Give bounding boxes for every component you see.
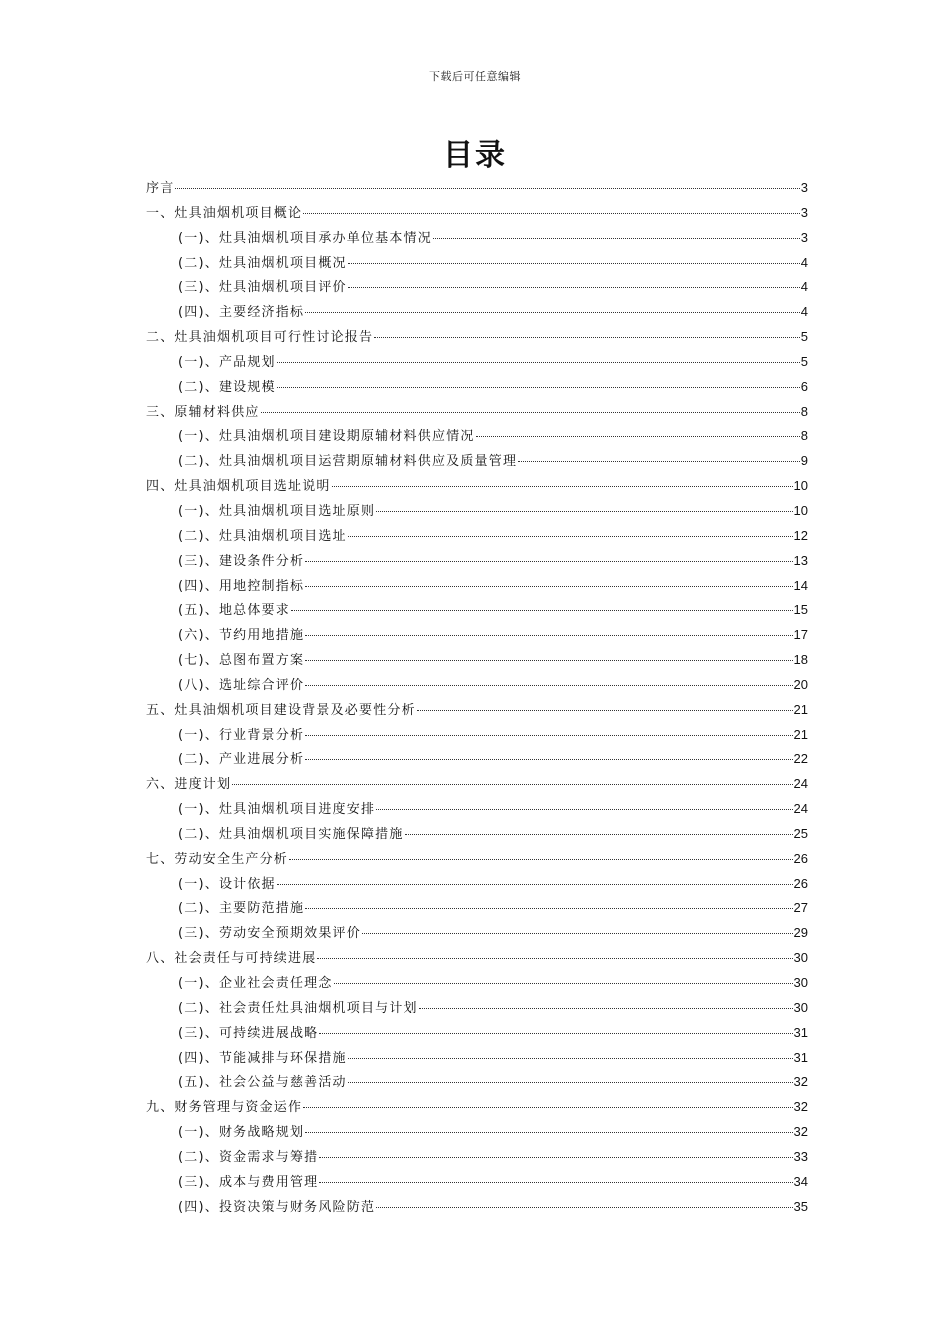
toc-entry-label: (五)、社会公益与慈善活动	[178, 1075, 347, 1091]
toc-page-number: 12	[793, 527, 808, 543]
toc-entry-label: (二)、灶具油烟机项目概况	[178, 255, 347, 271]
toc-dot-leader	[319, 1182, 792, 1183]
toc-entry-label: 六、进度计划	[146, 777, 232, 793]
toc-entry[interactable]	[146, 1145, 808, 1170]
toc-entry-label: (二)、灶具油烟机项目实施保障措施	[178, 826, 404, 842]
toc-dot-leader	[376, 809, 792, 810]
toc-entry[interactable]	[146, 449, 808, 474]
toc-page-number: 24	[793, 801, 808, 817]
toc-entry-label: (七)、总图布置方案	[178, 653, 305, 669]
toc-page-number: 4	[800, 254, 808, 270]
toc-page-number: 31	[793, 1024, 808, 1040]
toc-dot-leader	[362, 933, 793, 934]
toc-entry[interactable]	[146, 971, 808, 996]
toc-dot-leader	[348, 536, 793, 537]
toc-dot-leader	[232, 784, 792, 785]
toc-entry[interactable]	[146, 226, 808, 251]
toc-page-number: 4	[800, 279, 808, 295]
toc-dot-leader	[376, 1207, 792, 1208]
toc-dot-leader	[332, 486, 793, 487]
toc-entry[interactable]	[146, 549, 808, 574]
toc-page-number: 32	[793, 1074, 808, 1090]
toc-dot-leader	[419, 1008, 793, 1009]
toc-page-number: 35	[793, 1198, 808, 1214]
toc-entry-label: 七、劳动安全生产分析	[146, 851, 289, 867]
toc-entry[interactable]	[146, 325, 808, 350]
toc-entry[interactable]	[146, 872, 808, 897]
toc-entry[interactable]	[146, 1021, 808, 1046]
toc-entry[interactable]	[146, 673, 808, 698]
toc-entry-label: (三)、劳动安全预期效果评价	[178, 926, 361, 942]
toc-page-number: 29	[793, 925, 808, 941]
toc-page-number: 8	[800, 428, 808, 444]
toc-entry[interactable]	[146, 375, 808, 400]
toc-page-number: 24	[793, 776, 808, 792]
toc-entry[interactable]	[146, 648, 808, 673]
toc-page-number: 20	[793, 676, 808, 692]
toc-entry-label: (三)、可持续进展战略	[178, 1025, 319, 1041]
toc-dot-leader	[317, 958, 792, 959]
toc-entry-label: (一)、设计依据	[178, 876, 276, 892]
toc-entry-label: (一)、灶具油烟机项目承办单位基本情况	[178, 230, 432, 246]
toc-dot-leader	[476, 436, 800, 437]
toc-entry-label: (一)、企业社会责任理念	[178, 976, 333, 991]
page-title: 目录	[443, 138, 507, 173]
toc-entry[interactable]	[146, 1046, 808, 1071]
toc-page-number: 13	[793, 552, 808, 568]
header-note: 下载后可任意编辑	[429, 70, 521, 83]
toc-dot-leader	[417, 710, 793, 711]
toc-entry-label: (二)、灶具油烟机项目运营期原辅材料供应及质量管理	[178, 454, 518, 470]
toc-page-number: 5	[800, 353, 808, 369]
toc-entry[interactable]	[146, 574, 808, 599]
toc-entry-label: 四、灶具油烟机项目选址说明	[146, 479, 331, 495]
toc-page-number: 30	[793, 975, 808, 990]
toc-entry-label: (一)、灶具油烟机项目建设期原辅材料供应情况	[178, 429, 475, 445]
toc-entry-label: (六)、节约用地措施	[178, 628, 305, 644]
toc-entry[interactable]	[146, 350, 808, 375]
toc-dot-leader	[348, 287, 800, 288]
toc-page-number: 4	[800, 304, 808, 320]
toc-page-number: 26	[793, 850, 808, 866]
toc-dot-leader	[348, 263, 800, 264]
toc-dot-leader	[277, 884, 793, 885]
toc-entry[interactable]	[146, 499, 808, 524]
toc-entry-label: (三)、成本与费用管理	[178, 1174, 319, 1190]
toc-dot-leader	[319, 1033, 792, 1034]
toc-entry-label: (八)、选址综合评价	[178, 677, 305, 693]
toc-page-number: 32	[793, 1124, 808, 1140]
toc-dot-leader	[348, 1082, 793, 1083]
toc-entry[interactable]	[146, 921, 808, 946]
toc-entry[interactable]	[146, 1195, 808, 1220]
toc-dot-leader	[277, 387, 800, 388]
toc-dot-leader	[303, 1107, 792, 1108]
toc-dot-leader	[305, 908, 792, 909]
toc-page-number: 14	[793, 577, 808, 593]
toc-entry-label: 九、财务管理与资金运作	[146, 1100, 303, 1116]
toc-entry-label: 一、灶具油烟机项目概论	[146, 205, 303, 221]
toc-entry[interactable]	[146, 524, 808, 549]
toc-dot-leader	[291, 610, 793, 611]
toc-page-number: 30	[793, 999, 808, 1015]
toc-entry[interactable]	[146, 251, 808, 276]
toc-page-number: 3	[800, 229, 808, 245]
toc-entry[interactable]	[146, 1095, 808, 1120]
toc-page-number: 34	[793, 1173, 808, 1189]
toc-entry[interactable]	[146, 896, 808, 921]
toc-dot-leader	[277, 362, 800, 363]
toc-entry[interactable]	[146, 797, 808, 822]
toc-entry[interactable]	[146, 474, 808, 499]
toc-dot-leader	[305, 759, 792, 760]
toc-dot-leader	[305, 685, 792, 686]
toc-dot-leader	[319, 1157, 792, 1158]
toc-dot-leader	[303, 213, 800, 214]
toc-page-number: 21	[793, 726, 808, 742]
toc-entry[interactable]	[146, 623, 808, 648]
toc-entry-label: (四)、投资决策与财务风险防范	[178, 1199, 376, 1215]
toc-page-number: 25	[793, 825, 808, 841]
toc-dot-leader	[305, 660, 792, 661]
toc-entry[interactable]	[146, 772, 808, 797]
toc-page-number: 22	[793, 751, 808, 767]
toc-page-number: 10	[793, 478, 808, 494]
toc-entry[interactable]	[146, 946, 808, 971]
toc-entry[interactable]	[146, 1070, 808, 1095]
toc-entry-label: (一)、产品规划	[178, 354, 276, 370]
toc-page-number: 18	[793, 652, 808, 668]
toc-entry[interactable]	[146, 300, 808, 325]
toc-dot-leader	[433, 238, 800, 239]
toc-page-number: 15	[793, 602, 808, 618]
toc-entry-label: (二)、社会责任灶具油烟机项目与计划	[178, 1000, 418, 1016]
toc-entry[interactable]	[146, 1170, 808, 1195]
toc-page-number: 17	[793, 627, 808, 643]
toc-entry[interactable]	[146, 598, 808, 623]
table-of-contents	[146, 176, 808, 1219]
toc-entry[interactable]	[146, 847, 808, 872]
toc-dot-leader	[334, 983, 793, 984]
toc-entry[interactable]	[146, 822, 808, 847]
toc-page-number: 30	[793, 950, 808, 966]
toc-page-number: 3	[800, 204, 808, 220]
toc-page-number: 5	[800, 329, 808, 345]
toc-entry-label: 八、社会责任与可持续进展	[146, 951, 317, 967]
toc-page-number: 3	[800, 180, 808, 195]
toc-dot-leader	[289, 859, 793, 860]
toc-dot-leader	[175, 188, 799, 189]
toc-entry[interactable]	[146, 996, 808, 1021]
toc-entry-label: 三、原辅材料供应	[146, 404, 260, 420]
toc-entry-label: 五、灶具油烟机项目建设背景及必要性分析	[146, 702, 416, 718]
toc-entry-label: 序言	[146, 181, 175, 196]
toc-entry[interactable]	[146, 176, 808, 201]
toc-dot-leader	[376, 511, 792, 512]
toc-dot-leader	[261, 412, 800, 413]
toc-entry[interactable]	[146, 424, 808, 449]
toc-entry[interactable]	[146, 201, 808, 226]
toc-entry-label: (一)、行业背景分析	[178, 727, 305, 743]
toc-dot-leader	[305, 1132, 792, 1133]
toc-dot-leader	[305, 586, 792, 587]
toc-entry[interactable]	[146, 275, 808, 300]
toc-dot-leader	[305, 561, 792, 562]
toc-entry-label: (三)、建设条件分析	[178, 553, 305, 569]
toc-entry-label: (一)、财务战略规划	[178, 1125, 305, 1141]
toc-entry-label: (二)、主要防范措施	[178, 901, 305, 917]
toc-entry[interactable]	[146, 1120, 808, 1145]
toc-entry-label: (四)、用地控制指标	[178, 578, 305, 594]
toc-entry[interactable]	[146, 747, 808, 772]
toc-entry-label: (四)、节能减排与环保措施	[178, 1050, 347, 1066]
toc-entry-label: (一)、灶具油烟机项目进度安排	[178, 802, 376, 818]
toc-entry[interactable]	[146, 723, 808, 748]
toc-page-number: 31	[793, 1049, 808, 1065]
toc-entry-label: (一)、灶具油烟机项目选址原则	[178, 503, 376, 519]
toc-dot-leader	[405, 834, 793, 835]
toc-dot-leader	[305, 735, 792, 736]
toc-entry-label: (二)、产业进展分析	[178, 752, 305, 768]
toc-page-number: 6	[800, 378, 808, 394]
toc-entry-label: (五)、地总体要求	[178, 603, 290, 619]
toc-entry-label: (四)、主要经济指标	[178, 305, 305, 321]
toc-page-number: 27	[793, 900, 808, 916]
toc-page-number: 33	[793, 1148, 808, 1164]
toc-dot-leader	[518, 461, 800, 462]
toc-page-number: 10	[793, 502, 808, 518]
toc-entry-label: 二、灶具油烟机项目可行性讨论报告	[146, 330, 374, 346]
toc-page-number: 8	[800, 403, 808, 419]
toc-dot-leader	[305, 635, 792, 636]
toc-page-number: 32	[793, 1099, 808, 1115]
toc-page-number: 21	[793, 701, 808, 717]
toc-dot-leader	[348, 1058, 793, 1059]
toc-entry-label: (二)、灶具油烟机项目选址	[178, 528, 347, 544]
toc-dot-leader	[305, 312, 800, 313]
toc-entry-label: (二)、资金需求与筹措	[178, 1149, 319, 1165]
toc-entry[interactable]	[146, 698, 808, 723]
toc-entry-label: (二)、建设规模	[178, 379, 276, 395]
toc-page-number: 9	[800, 453, 808, 469]
toc-entry-label: (三)、灶具油烟机项目评价	[178, 280, 347, 296]
toc-dot-leader	[374, 337, 800, 338]
toc-page-number: 26	[793, 875, 808, 891]
toc-entry[interactable]	[146, 400, 808, 425]
